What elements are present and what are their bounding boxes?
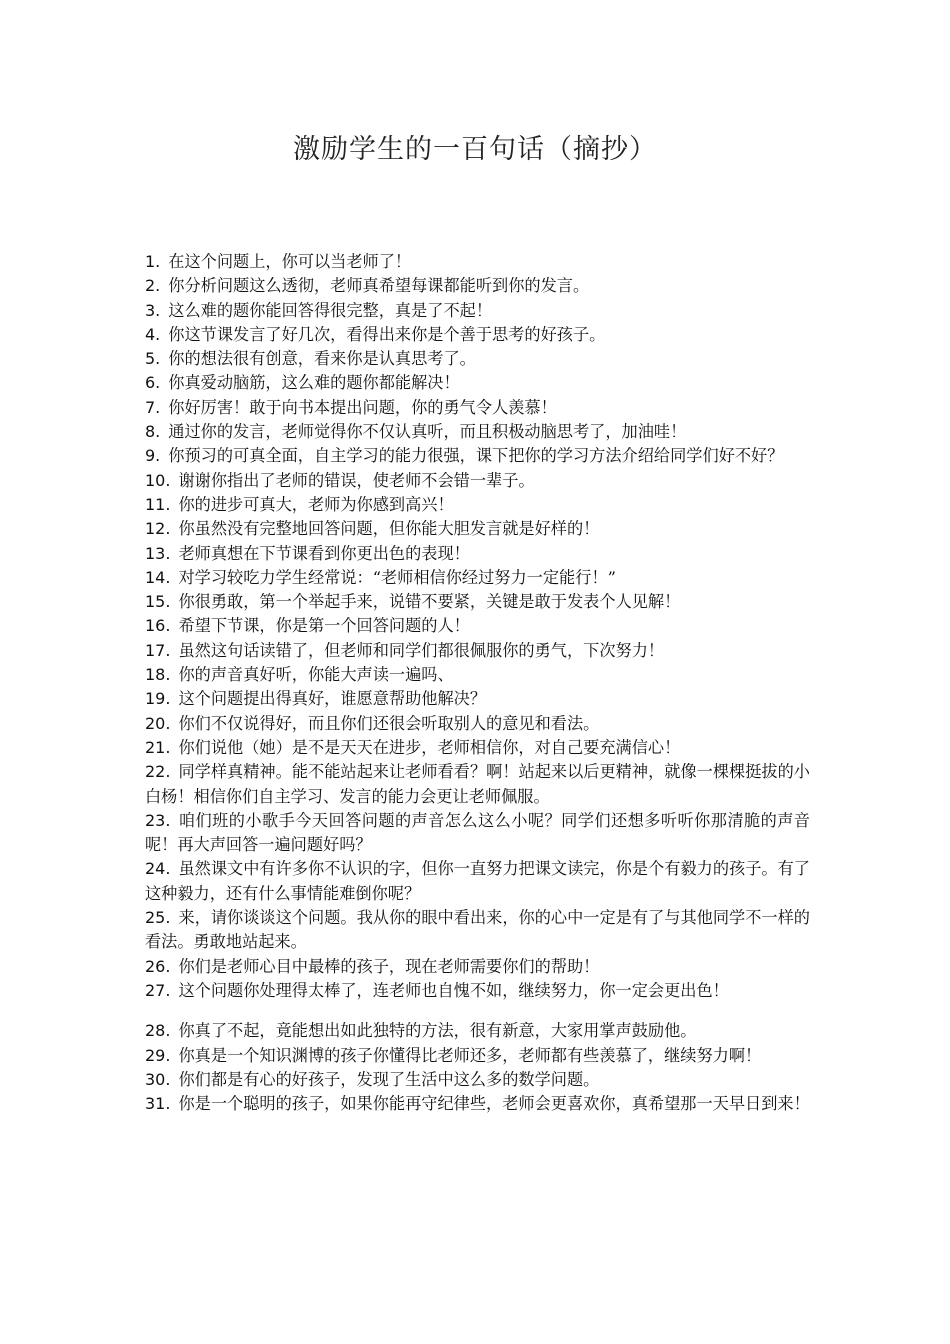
item-text: 在这个问题上，你可以当老师了！	[168, 252, 412, 271]
item-number: 19.	[145, 689, 171, 709]
list-item	[145, 955, 810, 979]
list-item	[145, 736, 810, 760]
list-item	[145, 1044, 810, 1068]
list-item	[145, 250, 810, 274]
list-item	[145, 857, 810, 906]
item-text: 通过你的发言，老师觉得你不仅认真听，而且积极动脑思考了，加油哇！	[168, 422, 687, 442]
item-number: 5.	[145, 349, 161, 369]
list-item	[145, 323, 810, 347]
list-item	[145, 663, 810, 687]
list-item	[145, 809, 810, 858]
item-text: 你们说他（她）是不是天天在进步，老师相信你，对自己要充满信心！	[178, 737, 681, 757]
item-text: 谢谢你指出了老师的错误，使老师不会错一辈子。	[178, 470, 535, 490]
item-number: 16.	[145, 616, 171, 636]
list-item	[145, 469, 810, 493]
item-number: 1.	[145, 252, 161, 271]
list-item	[145, 493, 810, 517]
item-number: 31.	[145, 1094, 171, 1114]
item-text: 你虽然没有完整地回答问题，但你能大胆发言就是好样的！	[178, 519, 600, 539]
item-number: 28.	[145, 1021, 171, 1041]
item-text: 你的想法很有创意，看来你是认真思考了。	[168, 349, 476, 369]
item-text: 老师真想在下节课看到你更出色的表现！	[178, 543, 470, 563]
list-item	[145, 760, 810, 809]
item-text: 这个问题你处理得太棒了，连老师也自愧不如，继续努力，你一定会更出色！	[178, 980, 729, 1000]
item-text: 虽然课文中有许多你不认识的字，但你一直努力把课文读完，你是个有毅力的孩子。有了这种毅力，还有什么事情能难倒你呢？	[145, 859, 810, 903]
item-number: 15.	[145, 592, 171, 612]
list-item	[145, 444, 810, 468]
item-text: 同学样真精神。能不能站起来让老师看看？啊！站起来以后更精神，就像一棵棵挺拔的小白杨！相信你们自主学习、发言的能力会更让老师佩服。	[145, 762, 810, 806]
item-text: 你好厉害！敢于向书本提出问题，你的勇气令人羡慕！	[168, 397, 557, 417]
list-item	[145, 420, 810, 444]
item-number: 20.	[145, 713, 171, 733]
item-number: 29.	[145, 1045, 171, 1065]
item-text: 你分析问题这么透彻，老师真希望每课都能听到你的发言。	[168, 276, 590, 296]
item-number: 18.	[145, 665, 171, 685]
item-text: 你是一个聪明的孩子，如果你能再守纪律些，老师会更喜欢你，真希望那一天早日到来！	[178, 1094, 810, 1114]
list-item	[145, 299, 810, 323]
item-number: 22.	[145, 762, 171, 782]
list-item	[145, 1019, 810, 1043]
item-text: 你的声音真好听，你能大声读一遍吗、	[178, 665, 454, 685]
item-text: 来，请你谈谈这个问题。我从你的眼中看出来，你的心中一定是有了与其他同学不一样的看法。勇敢地站起来。	[145, 908, 810, 952]
item-number: 10.	[145, 470, 171, 490]
item-number: 25.	[145, 908, 171, 928]
list-item	[145, 639, 810, 663]
item-number: 17.	[145, 640, 171, 660]
item-text: 你真了不起，竟能想出如此独特的方法，很有新意，大家用掌声鼓励他。	[178, 1021, 697, 1041]
item-text: 你真是一个知识渊博的孩子你懂得比老师还多，老师都有些羡慕了，继续努力啊！	[178, 1045, 762, 1065]
item-text: 你们是老师心目中最棒的孩子，现在老师需要你们的帮助！	[178, 956, 600, 976]
item-number: 21.	[145, 737, 171, 757]
item-text: 对学习较吃力学生经常说：“老师相信你经过努力一定能行！”	[178, 567, 616, 587]
list-item	[145, 712, 810, 736]
document-title: 激励学生的一百句话（摘抄）	[293, 134, 657, 165]
item-number: 26.	[145, 956, 171, 976]
item-number: 4.	[145, 324, 161, 344]
item-number: 8.	[145, 422, 161, 442]
item-text: 你预习的可真全面，自主学习的能力很强，课下把你的学习方法介绍给同学们好不好？	[168, 446, 784, 466]
item-number: 30.	[145, 1069, 171, 1089]
item-text: 你真爱动脑筋，这么难的题你都能解决！	[168, 373, 460, 393]
list-item	[145, 614, 810, 638]
item-number: 14.	[145, 567, 171, 587]
item-text: 你的进步可真大，老师为你感到高兴！	[178, 494, 454, 514]
item-number: 27.	[145, 980, 171, 1000]
item-number: 24.	[145, 859, 171, 879]
list-item	[145, 371, 810, 395]
item-text: 这个问题提出得真好，谁愿意帮助他解决？	[178, 689, 487, 709]
item-text: 你很勇敢，第一个举起手来，说错不要紧，关键是敢于发表个人见解！	[178, 592, 681, 612]
quote-list	[145, 250, 810, 1116]
list-item	[145, 590, 810, 614]
list-item	[145, 517, 810, 541]
item-number: 6.	[145, 373, 161, 393]
list-item	[145, 1092, 810, 1116]
item-number: 13.	[145, 543, 171, 563]
list-item	[145, 347, 810, 371]
list-item	[145, 979, 810, 1003]
list-item	[145, 906, 810, 955]
list-item	[145, 566, 810, 590]
item-number: 11.	[145, 494, 171, 514]
item-text: 咱们班的小歌手今天回答问题的声音怎么这么小呢？同学们还想多听听你那清脆的声音呢！再大声回答一遍问题好吗？	[145, 810, 810, 855]
list-item	[145, 274, 810, 298]
list-item	[145, 1068, 810, 1092]
item-text: 虽然这句话读错了，但老师和同学们都很佩服你的勇气，下次努力！	[178, 640, 665, 660]
list-item	[145, 687, 810, 711]
item-text: 这么难的题你能回答得很完整，真是了不起！	[168, 300, 493, 320]
item-text: 你们不仅说得好，而且你们还很会听取别人的意见和看法。	[178, 713, 600, 733]
item-text: 希望下节课，你是第一个回答问题的人！	[178, 616, 470, 636]
list-item	[145, 542, 810, 566]
item-number: 12.	[145, 519, 171, 539]
list-item	[145, 396, 810, 420]
item-number: 9.	[145, 446, 161, 466]
item-number: 23.	[145, 810, 171, 830]
item-number: 7.	[145, 397, 161, 417]
item-text: 你这节课发言了好几次，看得出来你是个善于思考的好孩子。	[168, 324, 606, 344]
item-text: 你们都是有心的好孩子，发现了生活中这么多的数学问题。	[178, 1069, 600, 1089]
item-number: 2.	[145, 276, 161, 296]
item-number: 3.	[145, 300, 161, 320]
